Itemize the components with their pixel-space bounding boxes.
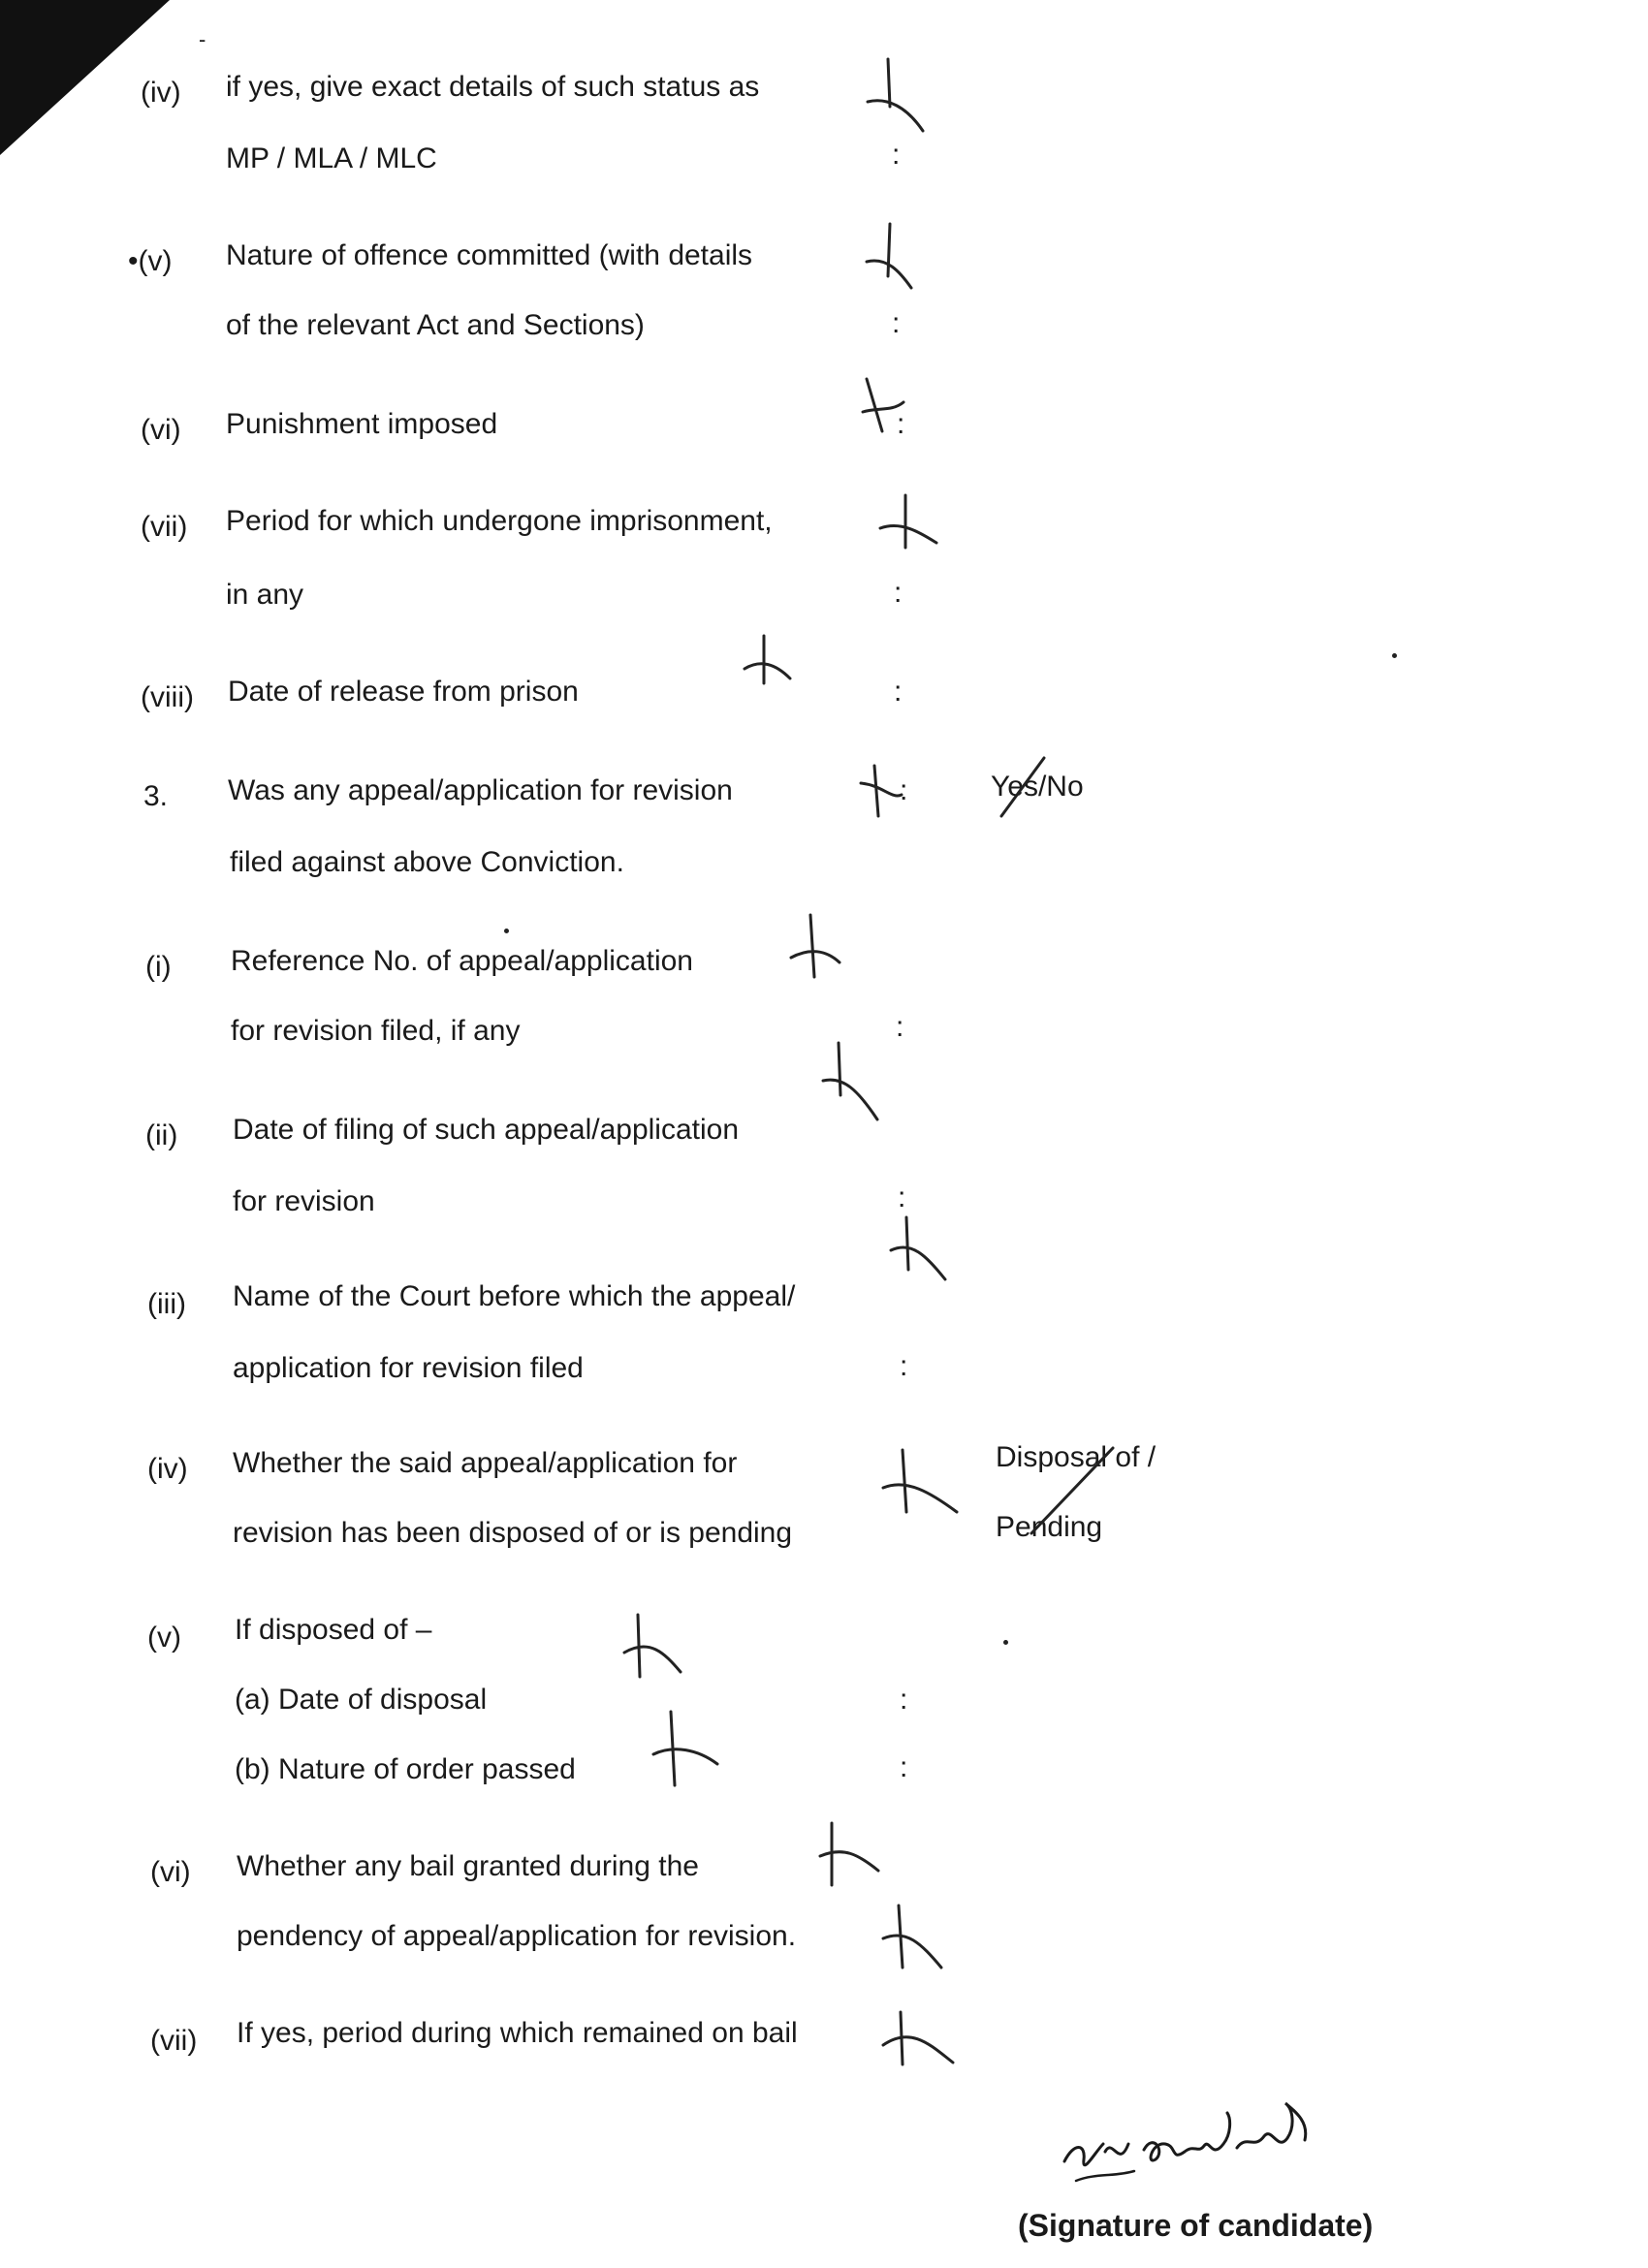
colon: : — [894, 676, 903, 708]
handwritten-signature — [1057, 2084, 1347, 2190]
item-number: (iv) — [141, 77, 181, 109]
handwritten-cross-mark — [650, 1706, 727, 1793]
item-text: MP / MLA / MLC — [226, 142, 437, 174]
item-text: for revision filed, if any — [231, 1015, 521, 1047]
item-text: Nature of offence committed (with details — [226, 239, 753, 271]
item-number: (vi) — [141, 414, 181, 446]
handwritten-cross-mark — [814, 1817, 892, 1895]
handwritten-cross-mark — [853, 373, 911, 441]
handwritten-cross-mark — [853, 756, 931, 824]
item-number: (vi) — [150, 1856, 191, 1888]
item-text: Period for which undergone imprisonment, — [226, 505, 773, 537]
item-number: (vii) — [150, 2025, 198, 2057]
handwritten-cross-mark — [785, 909, 853, 987]
colon: : — [900, 774, 908, 806]
colon: : — [896, 1011, 904, 1043]
colon: : — [894, 577, 903, 609]
item-text: Date of filing of such appeal/application — [233, 1114, 740, 1146]
item-number: (ii) — [145, 1119, 178, 1151]
signature-label: (Signature of candidate) — [1018, 2208, 1374, 2243]
handwritten-cross-mark — [877, 1900, 955, 1977]
item-text: filed against above Conviction. — [230, 846, 624, 878]
scan-speck — [504, 929, 509, 933]
item-text: if yes, give exact details of such status as — [226, 71, 760, 103]
item-text: Whether any bail granted during the — [237, 1850, 699, 1882]
handwritten-cross-mark — [737, 630, 805, 688]
handwritten-cross-mark — [853, 53, 931, 141]
item-number: (viii) — [141, 681, 194, 713]
colon: : — [900, 1350, 908, 1382]
item-number: (i) — [145, 951, 172, 983]
item-text: application for revision filed — [233, 1352, 584, 1384]
colon: : — [892, 307, 901, 339]
corner-dash: - — [199, 27, 206, 51]
handwritten-cross-mark — [872, 489, 950, 557]
colon: : — [898, 1181, 906, 1213]
item-number: •(v) — [128, 245, 173, 277]
item-text: Punishment imposed — [226, 408, 498, 440]
yes-no-option: Yes/No — [991, 771, 1084, 803]
handwritten-cross-mark — [853, 218, 931, 305]
item-text: If yes, period during which remained on bail — [237, 2017, 798, 2049]
item-number: (v) — [147, 1622, 181, 1654]
strike-mark — [994, 746, 1062, 824]
item-number: (iii) — [147, 1288, 186, 1320]
disposal-option: Disposal of / — [996, 1441, 1157, 1473]
item-number: (vii) — [141, 511, 188, 543]
item-text: revision has been disposed of or is pending — [233, 1517, 793, 1549]
item-text: pendency of appeal/application for revision. — [237, 1920, 797, 1952]
scan-speck — [1003, 1640, 1008, 1645]
item-text: (b) Nature of order passed — [235, 1753, 576, 1785]
handwritten-cross-mark — [887, 1212, 955, 1299]
item-text: If disposed of – — [235, 1614, 432, 1646]
item-text: Reference No. of appeal/application — [231, 945, 693, 977]
strike-mark — [1018, 1434, 1125, 1541]
item-text: for revision — [233, 1185, 375, 1217]
item-text: Was any appeal/application for revision — [228, 774, 733, 806]
item-text: of the relevant Act and Sections) — [226, 309, 645, 341]
colon: : — [900, 1684, 908, 1716]
handwritten-cross-mark — [620, 1609, 698, 1686]
item-text: (a) Date of disposal — [235, 1684, 488, 1716]
item-text: in any — [226, 579, 304, 611]
colon: : — [897, 408, 905, 440]
handwritten-cross-mark — [877, 2006, 965, 2074]
colon: : — [900, 1751, 908, 1783]
item-number: 3. — [143, 780, 169, 812]
pending-option: Pending — [996, 1511, 1103, 1543]
item-text: Date of release from prison — [228, 676, 579, 708]
item-text: Name of the Court before which the appeal/ — [233, 1280, 796, 1312]
item-text: Whether the said appeal/application for — [233, 1447, 738, 1479]
scan-speck — [1392, 653, 1397, 658]
handwritten-cross-mark — [819, 1037, 887, 1124]
item-number: (iv) — [147, 1453, 188, 1485]
handwritten-cross-mark — [877, 1444, 965, 1531]
colon: : — [892, 139, 901, 171]
